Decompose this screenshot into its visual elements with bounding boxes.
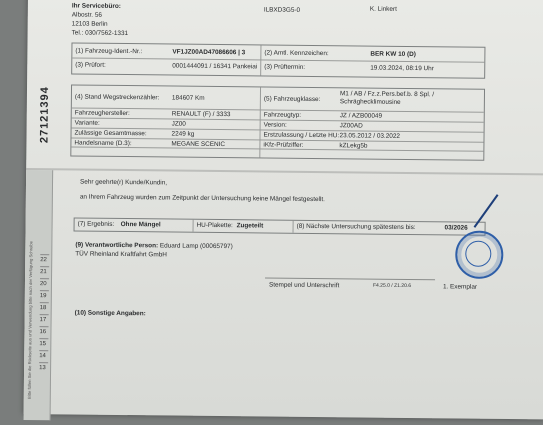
- stamp-signature-label: Stempel und Unterschrift: [268, 281, 340, 290]
- fin-label: (1) Fahrzeug-Ident.-Nr.:: [75, 47, 143, 56]
- result-sentence: an Ihrem Fahrzeug wurden zum Zeitpunkt der Untersuchung keine Mängel festgestellt.: [79, 193, 326, 204]
- strip-number: 22: [40, 254, 49, 266]
- vehicle-details-box: [70, 84, 485, 160]
- date-value: 19.03.2024, 08:19 Uhr: [370, 64, 434, 73]
- responsible-label: (9) Verantwortliche Person:: [75, 241, 159, 250]
- responsible-person: [75, 242, 232, 251]
- strip-numbers: [39, 254, 49, 374]
- other-info-label: (10) Sonstige Angaben:: [74, 309, 146, 318]
- maker-label: Fahrzeughersteller:: [74, 109, 130, 118]
- tradename-label: Handelsname (D.3):: [74, 139, 132, 148]
- strip-number: 19: [40, 290, 49, 302]
- plakette-value: Zugeteilt: [236, 222, 264, 230]
- strip-number: 20: [40, 278, 49, 290]
- mass-value: 2249 kg: [171, 130, 195, 138]
- maker-value: RENAULT (F) / 3333: [171, 110, 231, 119]
- plate-label: (2) Amtl. Kennzeichen:: [264, 49, 329, 58]
- document-number: 27121394: [38, 86, 52, 144]
- plate-value: BER KW 10 (D): [370, 50, 416, 59]
- strip-number: 15: [39, 338, 48, 350]
- version-label: Version:: [263, 121, 287, 129]
- signature: [474, 194, 499, 228]
- strip-text: Bitte füllen Sie die Rückseite aus und Verwendung bitte nach der Verfügung Schreibe: [26, 240, 34, 400]
- office-address: Albostr. 56: [71, 11, 103, 19]
- result-label: (7) Ergebnis:: [77, 220, 115, 228]
- signature-line: [265, 277, 435, 280]
- result-value: Ohne Mängel: [120, 220, 161, 229]
- version-value: JZ00AD: [339, 122, 363, 130]
- inspector-value: 0001444091 / 16341 Pankeiai: [172, 62, 258, 71]
- header-code: ILBXD3G5-0: [263, 6, 301, 14]
- strip-number: 17: [40, 314, 49, 326]
- next-inspection-value: 03/2026: [444, 224, 468, 232]
- registration-label: Erstzulassung / Letzte HU:: [263, 131, 340, 140]
- strip-number: 18: [40, 302, 49, 314]
- variant-value: JZ00: [171, 120, 186, 128]
- form-code: F4.25.0 / Z1.20.6: [372, 282, 412, 290]
- result-box: [74, 217, 486, 235]
- plakette-label: HU-Plakette:: [196, 221, 233, 230]
- class-value-2: Schräghecklimousine: [339, 98, 401, 106]
- type-value: JZ / AZB00049: [339, 112, 383, 120]
- office-label: Ihr Servicebüro:: [71, 2, 121, 10]
- strip-number: 16: [39, 326, 48, 338]
- tuv-stamp: [455, 230, 504, 279]
- type-label: Fahrzeugtyp:: [263, 111, 302, 119]
- vehicle-id-box: [71, 42, 485, 78]
- office-city: 12103 Berlin: [71, 20, 108, 28]
- registration-value: 23.05.2012 / 03.2022: [339, 132, 400, 140]
- inspection-report-page: [24, 0, 543, 419]
- mileage-label: (4) Stand Wegstreckenzähler:: [74, 93, 160, 102]
- ikfz-label: iKfz-Prüfziffer:: [263, 141, 304, 149]
- office-phone: Tel.: 030/7562-1331: [71, 29, 129, 38]
- fin-value: VF1JZ00AD47086606 | 3: [172, 48, 246, 57]
- strip-number: 13: [39, 362, 48, 374]
- strip-number: 14: [39, 350, 48, 362]
- salutation: Sehr geehrte(r) Kunde/Kundin,: [79, 178, 168, 187]
- paper-fold: [26, 168, 543, 175]
- mass-label: Zulässige Gesamtmasse:: [74, 129, 147, 138]
- variant-label: Variante:: [74, 119, 100, 127]
- responsible-name: Eduard Lamp (00065797): [159, 242, 233, 251]
- class-value-1: M1 / AB / Fz.z.Pers.bef.b. 8 Spl. /: [339, 90, 435, 99]
- ikfz-value: kZLekg5b: [339, 142, 368, 150]
- copy-label: 1. Exemplar: [442, 283, 478, 291]
- inspector-label: (3) Prüfort:: [75, 61, 106, 69]
- strip-number: 21: [40, 266, 49, 278]
- class-label: (5) Fahrzeugklasse:: [263, 95, 321, 104]
- responsible-org: TÜV Rheinland Kraftfahrt GmbH: [75, 250, 167, 259]
- date-label: (3) Prüftermin:: [264, 63, 306, 71]
- tradename-value: MEGANE SCENIC: [171, 140, 226, 149]
- mileage-value: 184607 Km: [171, 94, 205, 102]
- next-inspection-label: (8) Nächste Untersuchung spätestens bis:: [296, 222, 416, 232]
- header-person: K. Linkert: [369, 5, 397, 13]
